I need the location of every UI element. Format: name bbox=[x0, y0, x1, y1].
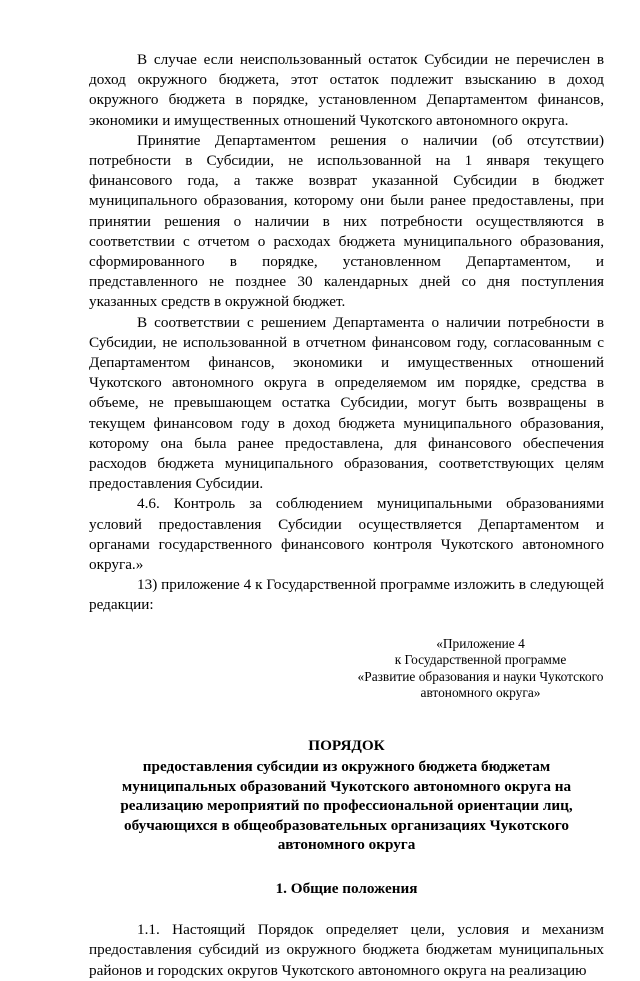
paragraph-appendix-instruction: 13) приложение 4 к Государственной программе изложить в следующей редакции: bbox=[89, 576, 604, 614]
paragraph-control: 4.6. Контроль за соблюдением муниципальными образованиями условий предоставления Субсидии осуществляется Департаментом и органами государственного финансового контроля Чукотского автономного округа.» bbox=[89, 495, 604, 574]
document-subtitle: предоставления субсидии из окружного бюджета бюджетам муниципальных образований Чукотского автономного округа на реализацию мероприятий по профессиональной ориентации лиц, обучающихся в общеобразовательных организациях Чукотского автономного округа bbox=[120, 758, 573, 854]
section-heading: 1. Общие положения bbox=[275, 879, 418, 897]
paragraph-return-funds: В соответствии с решением Департамента о наличии потребности в Субсидии, не использованной в отчетном финансовом году, согласованным с Департаментом финансов, экономики и имущественных отношений Чукотского автономного округа в определяемом им порядке, средства в объеме, не превышающем остатка Субсидии, могут быть возвращены в текущем финансовом году в доход бюджета муниципального образования, которому она была ранее предоставлена, для финансового обеспечения расходов бюджета муниципального образования, соответствующих целям предоставления Субсидии. bbox=[89, 313, 604, 493]
appendix-line: к Государственной программе bbox=[394, 652, 567, 668]
appendix-line: «Приложение 4 bbox=[436, 635, 525, 651]
document-page bbox=[89, 50, 604, 981]
paragraph-decision-need: Принятие Департаментом решения о наличии (об отсутствии) потребности в Субсидии, не использованной на 1 января текущего финансового года, а также возврат указанной Субсидии в бюджет муниципального образования, которому они были ранее предоставлены, при принятии решения о наличии в них потребности осуществляются в соответствии с отчетом о расходах бюджета муниципального образования, сформированного в порядке, установленном Департаментом, и представленного не позднее 30 календарных дней со дня поступления указанных средств в окружной бюджет. bbox=[89, 131, 604, 311]
appendix-reference bbox=[89, 636, 604, 702]
appendix-line: «Развитие образования и науки Чукотского bbox=[357, 668, 604, 684]
document-title: ПОРЯДОК bbox=[308, 736, 385, 754]
paragraph-section-1-1: 1.1. Настоящий Порядок определяет цели, условия и механизм предоставления субсидий из окружного бюджета бюджетам муниципальных районов и городских округов Чукотского автономного округа на реализацию bbox=[89, 921, 604, 979]
appendix-line: автономного округа» bbox=[420, 685, 541, 701]
paragraph-unused-balance: В случае если неиспользованный остаток Субсидии не перечислен в доход окружного бюджета, этот остаток подлежит взысканию в доход окружного бюджета в порядке, установленном Департаментом финансов, экономики и имущественных отношений Чукотского автономного округа. bbox=[89, 51, 604, 129]
